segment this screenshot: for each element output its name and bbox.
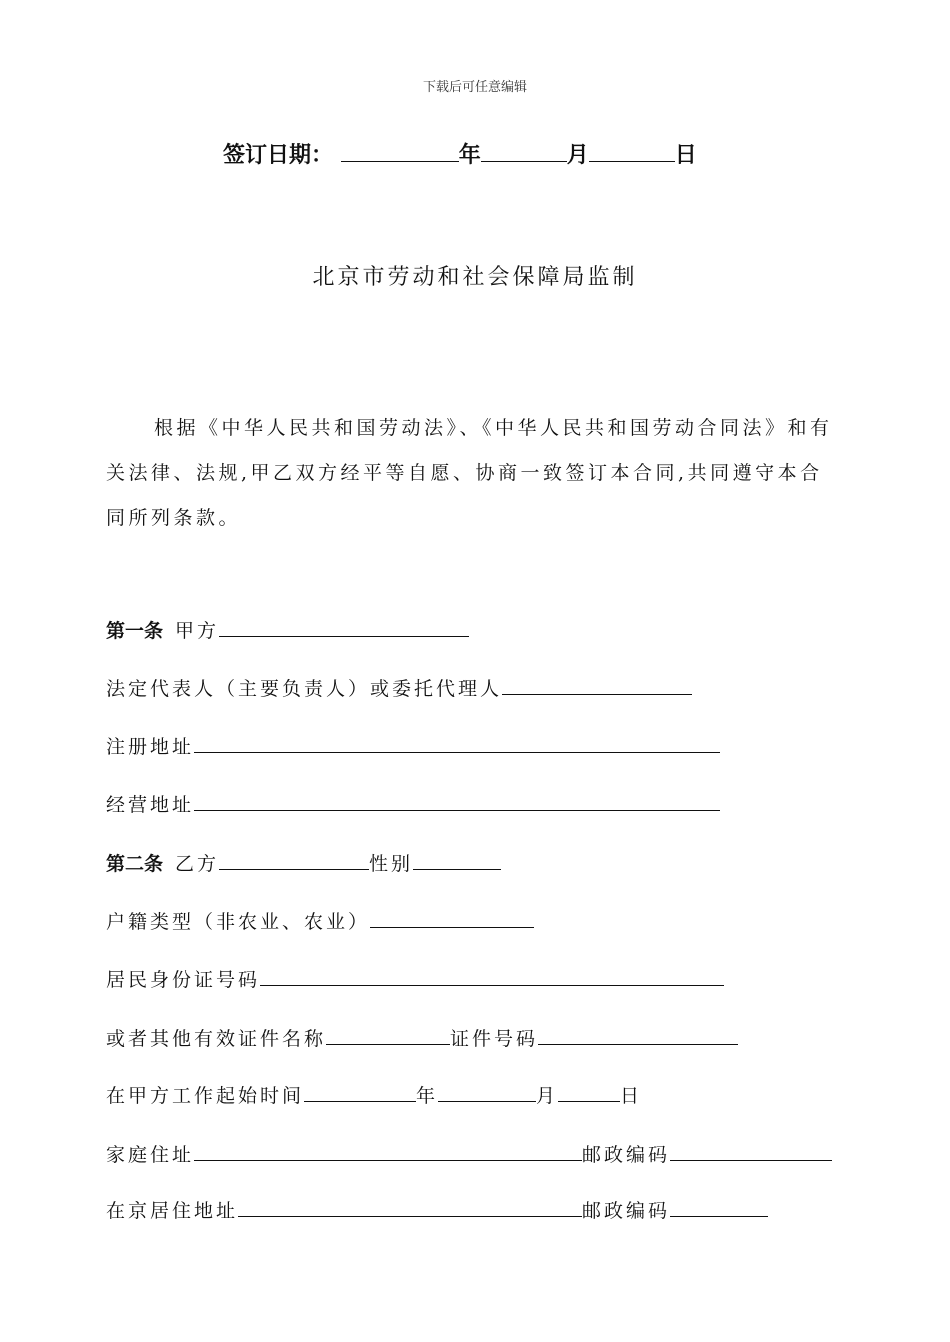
reg-address-row (106, 732, 720, 759)
issuer-title: 北京市劳动和社会保障局监制 (312, 265, 638, 290)
day-label: 日 (674, 143, 697, 168)
id-number-field[interactable] (260, 965, 724, 986)
id-number-row (106, 965, 724, 992)
signing-date-label: 签订日期： (223, 143, 334, 168)
household-type-row (106, 907, 534, 934)
id-number-label: 居民身份证号码 (106, 969, 261, 991)
party-b-field[interactable] (219, 849, 369, 870)
start-year-field[interactable] (304, 1081, 416, 1102)
article1-title: 第一条 (106, 620, 164, 642)
other-id-name-label: 或者其他有效证件名称 (106, 1028, 327, 1050)
other-id-name-field[interactable] (326, 1024, 450, 1045)
beijing-postcode-label: 邮政编码 (582, 1200, 671, 1222)
beijing-postcode-field[interactable] (670, 1196, 768, 1217)
month-blank[interactable] (481, 139, 567, 162)
legal-rep-label: 法定代表人（主要负责人）或委托代理人 (106, 678, 503, 700)
article2-party-b-row (106, 849, 501, 876)
party-a-label: 甲方 (175, 620, 220, 642)
start-time-label: 在甲方工作起始时间 (106, 1085, 305, 1107)
beijing-address-label: 在京居住地址 (106, 1200, 239, 1222)
gender-label: 性别 (369, 853, 414, 875)
legal-rep-field[interactable] (502, 674, 692, 695)
other-id-row (106, 1024, 738, 1051)
day-blank[interactable] (589, 139, 675, 162)
beijing-address-row (106, 1196, 768, 1223)
start-month-label: 月 (536, 1085, 559, 1107)
biz-address-field[interactable] (194, 790, 720, 811)
header-note: 下载后可任意编辑 (422, 80, 527, 95)
household-type-label: 户籍类型（非农业、农业） (106, 911, 371, 933)
start-day-field[interactable] (558, 1081, 620, 1102)
reg-address-field[interactable] (194, 732, 720, 753)
party-a-field[interactable] (219, 616, 469, 637)
home-address-row (106, 1140, 832, 1167)
other-id-number-label: 证件号码 (450, 1028, 539, 1050)
legal-rep-row (106, 674, 692, 701)
home-postcode-label: 邮政编码 (582, 1144, 671, 1166)
household-type-field[interactable] (370, 907, 534, 928)
home-address-label: 家庭住址 (106, 1144, 195, 1166)
home-address-field[interactable] (194, 1140, 582, 1161)
reg-address-label: 注册地址 (106, 736, 195, 758)
month-label: 月 (566, 143, 589, 168)
start-month-field[interactable] (438, 1081, 536, 1102)
home-postcode-field[interactable] (670, 1140, 832, 1161)
article1-party-a-row (106, 616, 469, 643)
year-blank[interactable] (341, 139, 459, 162)
preamble-paragraph (106, 406, 841, 541)
preamble-text: 根据《中华人民共和国劳动法》、《中华人民共和国劳动合同法》和有关法律、法规,甲乙双方经平等自愿、协商一致签订本合同,共同遵守本合同所列条款。 (106, 417, 833, 529)
start-year-label: 年 (416, 1085, 439, 1107)
signing-date-line (223, 138, 697, 169)
gender-field[interactable] (413, 849, 501, 870)
beijing-address-field[interactable] (238, 1196, 582, 1217)
start-time-row (106, 1081, 642, 1108)
party-b-label: 乙方 (175, 853, 220, 875)
biz-address-label: 经营地址 (106, 794, 195, 816)
year-label: 年 (458, 143, 481, 168)
other-id-number-field[interactable] (538, 1024, 738, 1045)
biz-address-row (106, 790, 720, 817)
start-day-label: 日 (620, 1085, 643, 1107)
article2-title: 第二条 (106, 853, 164, 875)
